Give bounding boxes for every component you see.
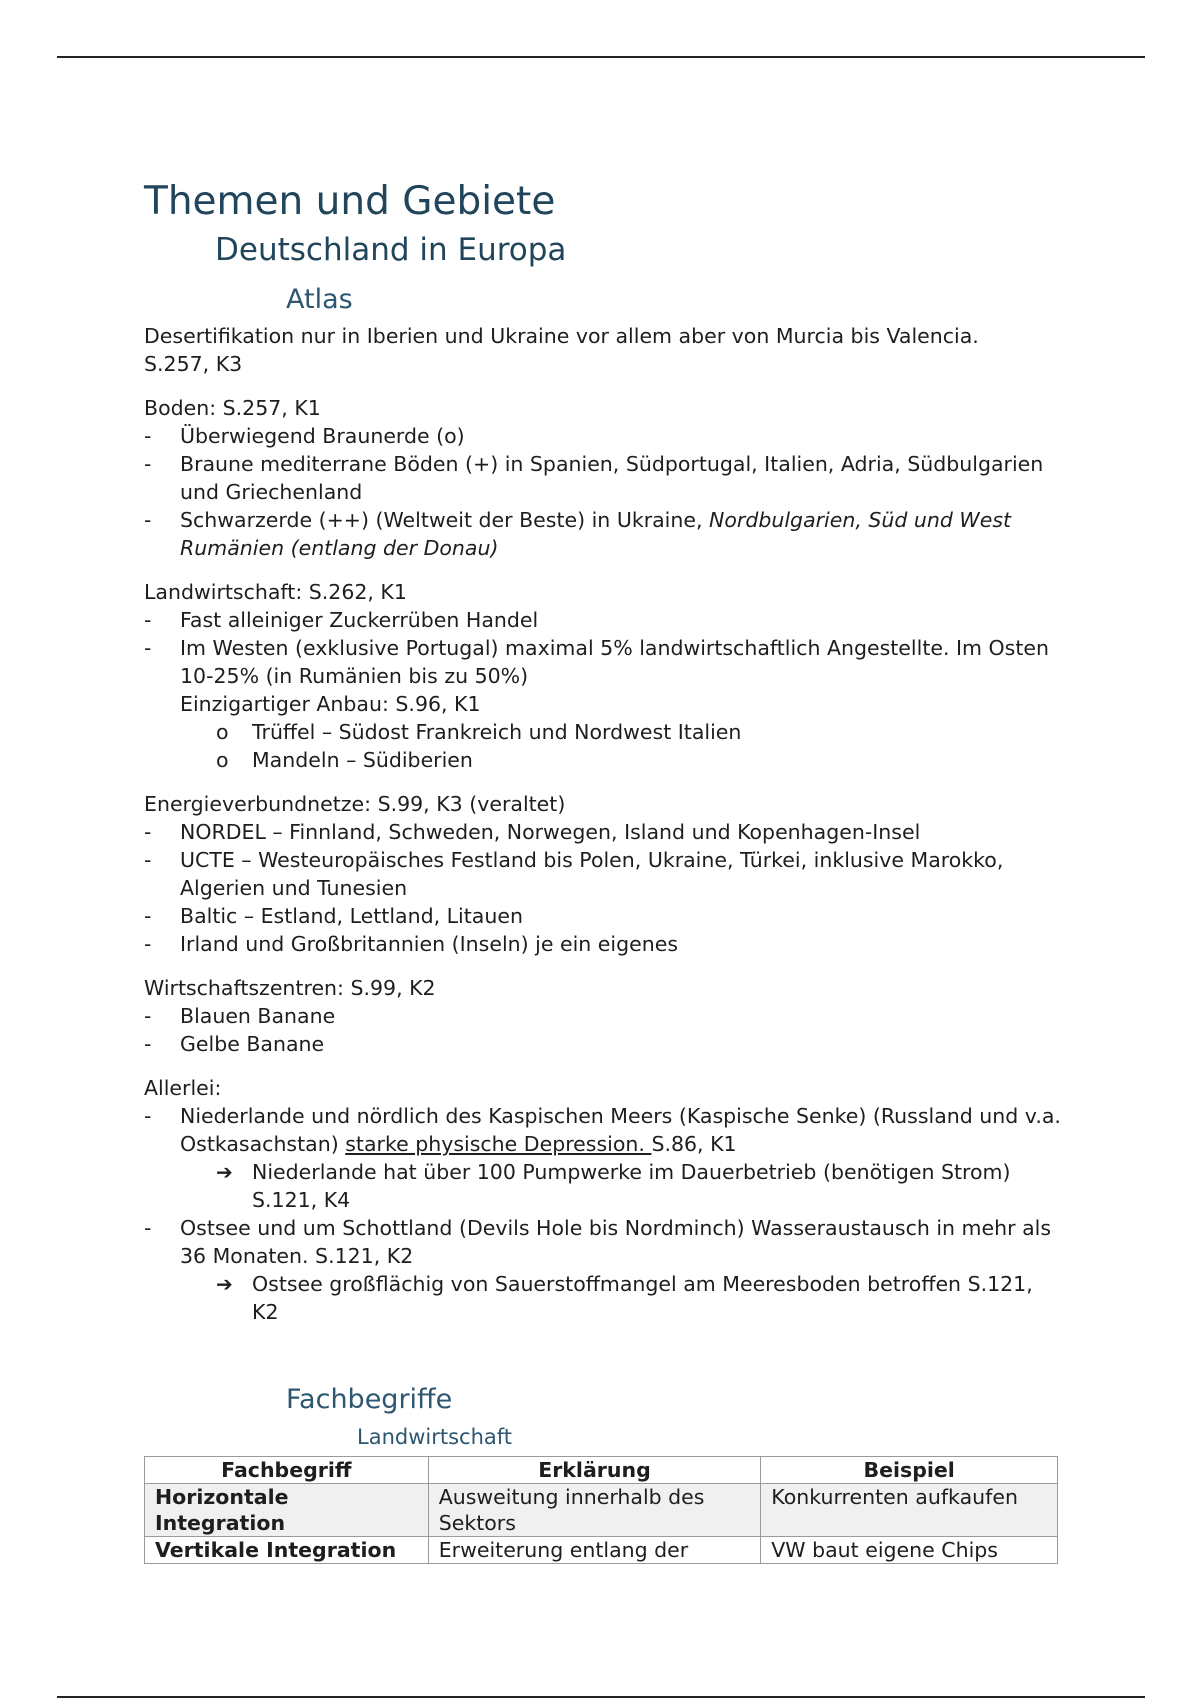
list-item: - Im Westen (exklusive Portugal) maximal 5% landwirtschaftlich Angestellte. Im Osten 10-25% (in Rumänien bis zu 50%) <box>144 634 1064 690</box>
bullet-o: o <box>216 748 229 772</box>
list-item-text: Ostsee großflächig von Sauerstoffmangel am Meeresboden betroffen S.121, K2 <box>252 1272 1033 1324</box>
energie-section <box>144 790 1064 958</box>
table-cell: Erweiterung entlang der <box>428 1537 761 1564</box>
energie-list <box>144 818 1064 958</box>
list-item-text: Trüffel – Südost Frankreich und Nordwest Italien <box>252 720 742 744</box>
document-page <box>144 176 1064 1564</box>
list-item: - Ostsee und um Schottland (Devils Hole bis Nordminch) Wasseraustausch in mehr als 36 Monaten. S.121, K2 <box>144 1214 1064 1270</box>
allerlei-list <box>144 1214 1064 1270</box>
list-item-text: Schwarzerde (++) (Weltweit der Beste) in Ukraine, <box>180 508 710 532</box>
landwirtschaft-subheading: Landwirtschaft <box>357 1425 513 1449</box>
list-item <box>216 1158 1064 1214</box>
arrow-right-icon: ➔ <box>216 1160 233 1184</box>
table-cell: Vertikale Integration <box>145 1537 429 1564</box>
list-item: - Fast alleiniger Zuckerrüben Handel <box>144 606 1064 634</box>
list-item-text: Niederlande hat über 100 Pumpwerke im Dauerbetrieb (benötigen Strom) S.121, K4 <box>252 1160 1011 1212</box>
allerlei-list <box>144 1102 1064 1158</box>
atlas-heading: Atlas <box>286 284 353 315</box>
arrow-right-icon: ➔ <box>216 1272 233 1296</box>
fachbegriffe-table <box>144 1456 1058 1564</box>
list-item-italic-text: Nordbulgarien, Süd und West Rumänien (entlang der Donau) <box>180 508 1012 560</box>
list-item <box>144 506 1064 562</box>
landwirtschaft-label: Landwirtschaft: S.262, K1 <box>144 580 407 604</box>
section-heading: Deutschland in Europa <box>215 232 567 268</box>
list-item <box>216 718 1064 746</box>
fachbegriffe-heading: Fachbegriffe <box>286 1384 453 1415</box>
bullet-o: o <box>216 720 229 744</box>
allerlei-section <box>144 1074 1064 1326</box>
energie-label: Energieverbundnetze: S.99, K3 (veraltet) <box>144 792 566 816</box>
list-item: - Überwiegend Braunerde (o) <box>144 422 1064 450</box>
column-header: Beispiel <box>761 1457 1058 1484</box>
column-header: Fachbegriff <box>145 1457 429 1484</box>
table-cell: VW baut eigene Chips <box>761 1537 1058 1564</box>
allerlei-sublist <box>144 1158 1064 1214</box>
list-item: - Irland und Großbritannien (Inseln) je ein eigenes <box>144 930 1064 958</box>
landwirtschaft-section <box>144 578 1064 774</box>
table-row <box>145 1484 1058 1537</box>
anbau-label: Einzigartiger Anbau: S.96, K1 <box>180 692 481 716</box>
boden-list <box>144 422 1064 562</box>
desertification-line: Desertifikation nur in Iberien und Ukraine vor allem aber von Murcia bis Valencia. <box>144 324 979 348</box>
list-item-text: S.86, K1 <box>651 1132 737 1156</box>
table-cell: Ausweitung innerhalb des Sektors <box>428 1484 761 1537</box>
allerlei-label: Allerlei: <box>144 1076 222 1100</box>
list-item: - UCTE – Westeuropäisches Festland bis Polen, Ukraine, Türkei, inklusive Marokko, Algerien und Tunesien <box>144 846 1064 902</box>
wirtschaft-section <box>144 974 1064 1058</box>
landwirtschaft-list <box>144 606 1064 690</box>
desertification-reference: S.257, K3 <box>144 352 243 376</box>
list-item <box>216 746 1064 774</box>
boden-label: Boden: S.257, K1 <box>144 396 321 420</box>
boden-section <box>144 394 1064 562</box>
list-item: - Blauen Banane <box>144 1002 1064 1030</box>
wirtschaft-list <box>144 1002 1064 1058</box>
desertification-paragraph <box>144 322 1064 378</box>
table-row <box>145 1537 1058 1564</box>
allerlei-sublist <box>144 1270 1064 1326</box>
list-item-text: Mandeln – Südiberien <box>252 748 473 772</box>
list-item: - NORDEL – Finnland, Schweden, Norwegen, Island und Kopenhagen-Insel <box>144 818 1064 846</box>
header-rule <box>57 56 1145 58</box>
table-cell: Horizontale Integration <box>145 1484 429 1537</box>
list-item <box>144 1102 1064 1158</box>
wirtschaft-label: Wirtschaftszentren: S.99, K2 <box>144 976 436 1000</box>
list-item: - Braune mediterrane Böden (+) in Spanien, Südportugal, Italien, Adria, Südbulgarien und Griechenland <box>144 450 1064 506</box>
list-item: - Baltic – Estland, Lettland, Litauen <box>144 902 1064 930</box>
list-item: - Gelbe Banane <box>144 1030 1064 1058</box>
table-header-row <box>145 1457 1058 1484</box>
footer-rule <box>57 1696 1145 1698</box>
column-header: Erklärung <box>428 1457 761 1484</box>
list-item-text: Niederlande und nördlich des Kaspischen Meers (Kaspische Senke) (Russland und v.a. Ostkasachstan) <box>180 1104 1061 1156</box>
list-item <box>216 1270 1064 1326</box>
underlined-text: starke physische Depression. <box>345 1132 652 1156</box>
anbau-list <box>144 718 1064 774</box>
page-title: Themen und Gebiete <box>144 179 556 224</box>
table-cell: Konkurrenten aufkaufen <box>761 1484 1058 1537</box>
